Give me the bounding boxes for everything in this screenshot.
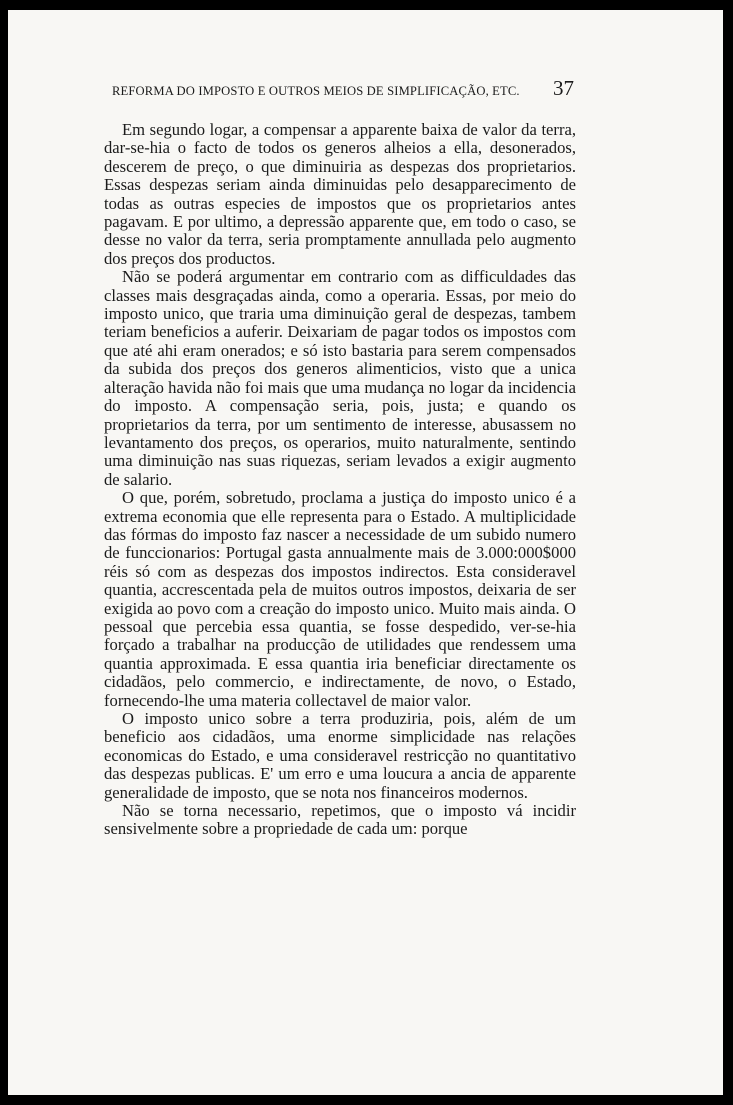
running-header [112,76,574,104]
body-text [104,121,576,839]
paragraph: O imposto unico sobre a terra produziria, pois, além de um beneficio aos cidadãos, uma enorme simplicidade nas relações economicas do Estado, e uma consideravel restricção no quantitativo das despezas publicas. E' um erro e uma loucura a ancia de apparente generalidade de imposto, que se nota nos financeiros modernos. [104,709,576,802]
paragraph: Não se poderá argumentar em contrario com as difficuldades das classes mais desgraçadas ainda, como a operaria. Essas, por meio do imposto unico, que traria uma diminuição geral de despezas, tambem teriam beneficios a auferir. Deixariam de pagar todos os impostos com que até ahi eram onerados; e só isto bastaria para serem compensados da subida dos preços dos generos alimenticios, visto que a unica alteração havida não foi mais que uma mudança no logar da incidencia do imposto. A compensação seria, pois, justa; e quando os proprietarios da terra, por um sentimento de interesse, abusassem no levantamento dos preços, os operarios, muito naturalmente, sentindo uma diminuição nas suas riquezas, seriam levados a exigir augmento de salario. [104,267,576,489]
page-number: 37 [553,76,574,100]
paragraph: Em segundo logar, a compensar a apparente baixa de valor da terra, dar-se-hia o facto de todos os generos alheios a ella, desonerados, descerem de preço, o que diminuiria as despezas dos proprietarios. Essas despezas seriam ainda diminuidas pelo desapparecimento de todas as outras especies de impostos que os proprietarios antes pagavam. E por ultimo, a depressão apparente que, em todo o caso, se desse no valor da terra, seria promptamente annullada pelo augmento dos preços dos productos. [104,120,576,268]
running-title: REFORMA DO IMPOSTO E OUTROS MEIOS DE SIMPLIFICAÇÃO, ETC. [112,84,520,98]
paragraph: Não se torna necessario, repetimos, que o imposto vá incidir sensivelmente sobre a propriedade de cada um: porque [104,801,576,839]
paragraph: O que, porém, sobretudo, proclama a justiça do imposto unico é a extrema economia que elle representa para o Estado. A multiplicidade das fórmas do imposto faz nascer a necessidade de um subido numero de funccionarios: Portugal gasta annualmente mais de 3.000:000$000 réis só com as despezas dos impostos indirectos. Esta consideravel quantia, accrescentada pela de muitos outros impostos, deixaria de ser exigida ao povo com a creação do imposto unico. Muito mais ainda. O pessoal que percebia essa quantia, se fosse despedido, ver-se-hia forçado a trabalhar na producção de utilidades que rendessem uma quantia approximada. E essa quantia iria beneficiar directamente os cidadãos, pelo commercio, e indirectamente, de novo, o Estado, fornecendo-lhe uma materia collectavel de maior valor. [104,488,576,710]
